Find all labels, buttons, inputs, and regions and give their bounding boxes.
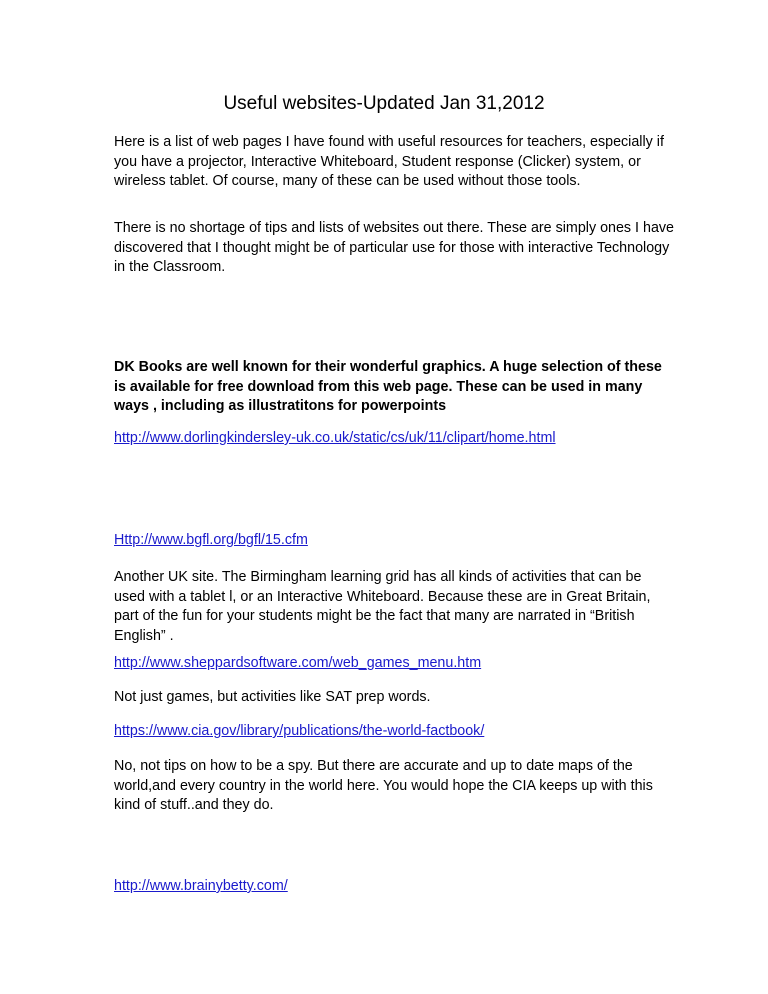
cia-factbook-link[interactable]: https://www.cia.gov/library/publications/the-world-factbook/ — [114, 723, 485, 739]
sheppard-link-paragraph — [114, 654, 674, 674]
bgfl-link[interactable]: Http://www.bgfl.org/bgfl/15.cfm — [114, 532, 308, 548]
cia-link-paragraph — [114, 722, 674, 742]
dk-books-description: DK Books are well known for their wonderful graphics. A huge selection of these is available for free download from this web page. These can be used in many ways , including as illustratitons for powerpoints — [114, 359, 662, 414]
cia-description: No, not tips on how to be a spy. But there are accurate and up to date maps of the world,and every country in the world here. You would hope the CIA keeps up with this kind of stuff..and they do. — [114, 758, 653, 813]
bgfl-link-paragraph — [114, 531, 674, 551]
intro-paragraph: Here is a list of web pages I have found with useful resources for teachers, especially if you have a projector, Interactive Whiteboard, Student response (Clicker) system, or wireless tablet. Of course, many of these can be used without those tools. — [114, 134, 664, 189]
sheppard-software-link[interactable]: http://www.sheppardsoftware.com/web_games_menu.htm — [114, 655, 482, 671]
brainybetty-link-paragraph — [114, 877, 674, 897]
dk-books-link-paragraph — [114, 429, 674, 449]
brainybetty-link[interactable]: http://www.brainybetty.com/ — [114, 878, 288, 894]
document-title: Useful websites-Updated Jan 31,2012 — [223, 93, 545, 114]
bgfl-description: Another UK site. The Birmingham learning grid has all kinds of activities that can be used with a tablet l, or an Interactive Whiteboard. Because these are in Great Britain, part of the fun for your students might be the fact that many are narrated in “British English” . — [114, 569, 651, 644]
sheppard-description: Not just games, but activities like SAT prep words. — [114, 689, 431, 705]
intro-paragraph-2: There is no shortage of tips and lists of websites out there. These are simply ones I have discovered that I thought might be of particular use for those with interactive Technology in the Classroom. — [114, 220, 674, 275]
dk-books-link[interactable]: http://www.dorlingkindersley-uk.co.uk/static/cs/uk/11/clipart/home.html — [114, 430, 556, 446]
